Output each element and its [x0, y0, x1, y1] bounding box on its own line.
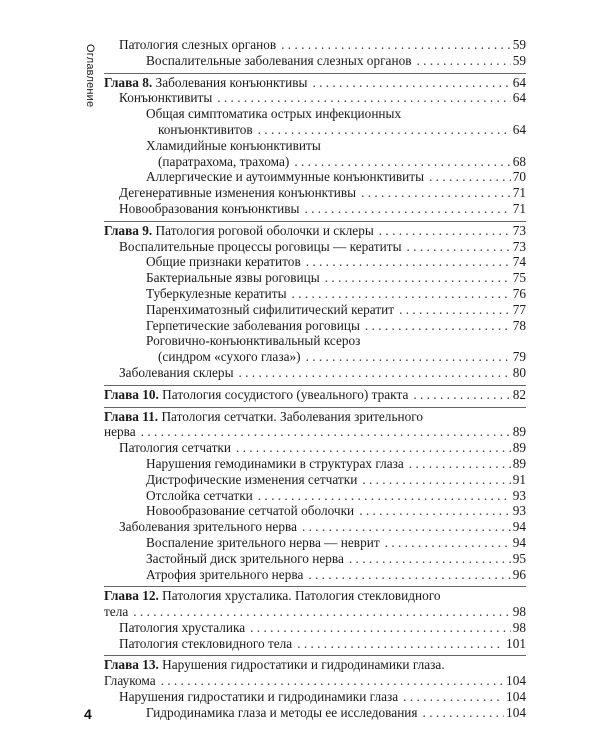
toc-page-number: 71 — [512, 185, 526, 201]
toc-page-number: 59 — [512, 52, 526, 68]
dot-leader — [292, 286, 511, 302]
toc-entry-title: Нарушения гемодинамики в структурах глаза — [146, 455, 404, 471]
toc-page-number: 101 — [506, 635, 526, 651]
chapter-number: Глава 9. — [104, 222, 153, 238]
table-of-contents — [104, 37, 526, 721]
toc-entry-title: Роговично-конъюнктивальный ксероз — [146, 333, 361, 349]
toc-entry-title: Туберкулезные кератиты — [146, 285, 287, 301]
toc-section-entry[interactable] — [104, 488, 526, 504]
dot-leader — [161, 673, 504, 689]
toc-entry-title: Патология хрусталика. Патология стекловидного — [162, 588, 441, 604]
toc-entry-title: Застойный диск зрительного нерва — [146, 550, 344, 566]
toc-page-number: 82 — [512, 386, 526, 402]
toc-page-number: 79 — [512, 349, 526, 365]
toc-section-entry[interactable] — [104, 333, 526, 365]
chapter-divider — [104, 586, 526, 587]
toc-section-entry[interactable] — [104, 567, 526, 583]
toc-chapter-entry[interactable] — [104, 409, 526, 441]
chapter-number: Глава 8. — [104, 74, 153, 90]
toc-section-entry[interactable] — [104, 53, 526, 69]
dot-leader — [250, 620, 511, 636]
dot-leader — [413, 387, 510, 403]
toc-entry-title: Аллергические и аутоиммунные конъюнктивиты — [146, 169, 425, 185]
toc-section-entry[interactable] — [104, 440, 526, 456]
toc-entry-title: Патология хрусталика — [119, 619, 246, 635]
dot-leader — [141, 424, 511, 440]
toc-section-entry[interactable] — [104, 286, 526, 302]
dot-leader — [407, 239, 511, 255]
dot-leader — [304, 201, 510, 217]
dot-leader — [361, 185, 511, 201]
toc-section-entry[interactable] — [104, 201, 526, 217]
toc-entry-title: Заболевания конъюнктивы — [155, 74, 308, 90]
toc-section-entry[interactable] — [104, 169, 526, 185]
toc-entry-title: Герпетические заболевания роговицы — [146, 317, 360, 333]
dot-leader — [362, 472, 510, 488]
toc-entry-title: (паратрахома, трахома) — [158, 153, 290, 169]
dot-leader — [239, 365, 511, 381]
dot-leader — [236, 440, 511, 456]
toc-page-number: 104 — [506, 689, 526, 705]
toc-entry-title: Воспалительные процессы роговицы — кератиты — [119, 238, 402, 254]
toc-entry-title: конъюнктивитов — [158, 121, 253, 137]
toc-section-entry[interactable] — [104, 636, 526, 652]
toc-page-number: 89 — [512, 440, 526, 456]
toc-entry-title: Патология роговой оболочки и склеры — [155, 222, 374, 238]
toc-page-number: 68 — [512, 153, 526, 169]
toc-entry-title: Патология стекловидного тела — [119, 635, 293, 651]
toc-page-number: 98 — [512, 619, 526, 635]
toc-page-number: 71 — [512, 200, 526, 216]
running-header-label: Оглавление — [84, 44, 96, 108]
toc-section-entry[interactable] — [104, 620, 526, 636]
dot-leader — [294, 154, 510, 170]
toc-section-entry[interactable] — [104, 503, 526, 519]
toc-section-entry[interactable] — [104, 106, 526, 138]
toc-entry-title: Гидродинамика глаза и методы ее исследования — [146, 704, 418, 720]
toc-page-number: 94 — [512, 519, 526, 535]
dot-leader — [297, 636, 504, 652]
dot-leader — [258, 122, 511, 138]
toc-entry-title: Нарушения гидростатики и гидродинамики глаза — [119, 689, 399, 705]
toc-chapter-entry[interactable] — [104, 588, 526, 620]
dot-leader — [379, 223, 511, 239]
dot-leader — [306, 349, 511, 365]
dot-leader — [417, 53, 511, 69]
chapter-divider — [104, 655, 526, 656]
toc-entry-title: Новообразования конъюнктивы — [119, 200, 300, 216]
dot-leader — [365, 318, 511, 334]
toc-page-number: 104 — [506, 704, 526, 720]
toc-page-number: 64 — [512, 90, 526, 106]
toc-entry-title: Заболевания зрительного нерва — [119, 519, 297, 535]
toc-page-number: 93 — [512, 503, 526, 519]
toc-page-number: 89 — [512, 455, 526, 471]
dot-leader — [306, 254, 511, 270]
toc-section-entry[interactable] — [104, 90, 526, 106]
toc-page-number: 74 — [512, 254, 526, 270]
toc-entry-title: Отслойка сетчатки — [146, 487, 253, 503]
chapter-divider — [104, 221, 526, 222]
dot-leader — [423, 705, 505, 721]
toc-entry-title: Дистрофические изменения сетчатки — [146, 471, 358, 487]
toc-page-number: 96 — [512, 566, 526, 582]
toc-page-number: 59 — [512, 37, 526, 52]
toc-entry-title: Хламидийные конъюнктивиты — [146, 137, 321, 153]
toc-page-number: 95 — [512, 550, 526, 566]
toc-entry-title: Общие признаки кератитов — [146, 254, 301, 270]
toc-entry-title: Атрофия зрительного нерва — [146, 566, 304, 582]
toc-entry-title: Дегенеративные изменения конъюнктивы — [119, 185, 357, 201]
toc-chapter-entry[interactable] — [104, 75, 526, 91]
toc-page-number: 98 — [512, 604, 526, 620]
toc-page-number: 64 — [512, 74, 526, 90]
toc-entry-title: Патология сетчатки. Заболевания зрительного — [161, 408, 424, 424]
toc-page-number: 76 — [512, 285, 526, 301]
toc-page-number: 89 — [512, 424, 526, 440]
toc-section-entry[interactable] — [104, 535, 526, 551]
chapter-divider — [104, 407, 526, 408]
chapter-divider — [104, 385, 526, 386]
toc-section-entry[interactable] — [104, 472, 526, 488]
chapter-number: Глава 12. — [104, 588, 159, 604]
toc-entry-title: Воспаление зрительного нерва — неврит — [146, 534, 380, 550]
toc-entry-title: Бактериальные язвы роговицы — [146, 270, 320, 286]
toc-page-number: 78 — [512, 317, 526, 333]
toc-section-entry[interactable] — [104, 705, 526, 721]
toc-entry-title: Паренхиматозный сифилитический кератит — [146, 301, 395, 317]
toc-chapter-entry[interactable] — [104, 657, 526, 689]
toc-page-number: 75 — [512, 270, 526, 286]
toc-page-number: 93 — [512, 487, 526, 503]
toc-section-entry[interactable] — [104, 318, 526, 334]
dot-leader — [133, 604, 510, 620]
dot-leader — [308, 567, 510, 583]
toc-page-number: 64 — [512, 121, 526, 137]
toc-section-entry[interactable] — [104, 270, 526, 286]
toc-entry-title: Патология слезных органов — [119, 37, 277, 52]
chapter-number: Глава 10. — [104, 386, 159, 402]
page-number: 4 — [84, 706, 92, 722]
toc-page-number: 91 — [512, 471, 526, 487]
toc-section-entry[interactable] — [104, 302, 526, 318]
toc-page-number: 80 — [512, 364, 526, 380]
toc-entry-title: Патология сосудистого (увеального) тракта — [162, 386, 409, 402]
dot-leader — [403, 689, 504, 705]
dot-leader — [217, 90, 510, 106]
toc-section-entry[interactable] — [104, 185, 526, 201]
dot-leader — [399, 302, 511, 318]
toc-page-number: 73 — [512, 222, 526, 238]
chapter-number: Глава 13. — [104, 657, 159, 673]
dot-leader — [409, 456, 511, 472]
toc-page-number: 104 — [506, 673, 526, 689]
toc-section-entry[interactable] — [104, 254, 526, 270]
toc-entry-title: Воспалительные заболевания слезных органов — [146, 52, 412, 68]
toc-entry-title: Патология сетчатки — [119, 440, 231, 456]
dot-leader — [429, 169, 511, 185]
toc-entry-title: Конъюнктивиты — [119, 90, 213, 106]
dot-leader — [312, 75, 510, 91]
toc-section-entry[interactable] — [104, 689, 526, 705]
toc-page-number: 73 — [512, 238, 526, 254]
dot-leader — [258, 488, 511, 504]
dot-leader — [302, 519, 511, 535]
toc-chapter-entry[interactable] — [104, 223, 526, 239]
dot-leader — [281, 37, 511, 53]
toc-section-entry[interactable] — [104, 365, 526, 381]
toc-page-number: 77 — [512, 301, 526, 317]
toc-entry-title: тела — [104, 604, 129, 620]
toc-page-number: 94 — [512, 534, 526, 550]
toc-section-entry[interactable] — [104, 456, 526, 472]
toc-entry-title: Глаукома — [104, 673, 156, 689]
dot-leader — [349, 551, 511, 567]
chapter-divider — [104, 73, 526, 74]
toc-section-entry[interactable] — [104, 37, 526, 53]
dot-leader — [359, 503, 511, 519]
toc-section-entry[interactable] — [104, 551, 526, 567]
toc-section-entry[interactable] — [104, 519, 526, 535]
dot-leader — [385, 535, 511, 551]
toc-entry-title: Новообразование сетчатой оболочки — [146, 503, 355, 519]
toc-section-entry[interactable] — [104, 138, 526, 170]
toc-entry-title: (синдром «сухого глаза») — [158, 349, 301, 365]
toc-entry-title: Нарушения гидростатики и гидродинамики глаза. — [162, 657, 445, 673]
toc-entry-title: нерва — [104, 424, 136, 440]
toc-page-number: 70 — [512, 169, 526, 185]
toc-chapter-entry[interactable] — [104, 387, 526, 403]
dot-leader — [325, 270, 511, 286]
toc-entry-title: Общая симптоматика острых инфекционных — [146, 106, 402, 122]
chapter-number: Глава 11. — [104, 408, 159, 424]
toc-section-entry[interactable] — [104, 239, 526, 255]
toc-entry-title: Заболевания склеры — [119, 364, 234, 380]
